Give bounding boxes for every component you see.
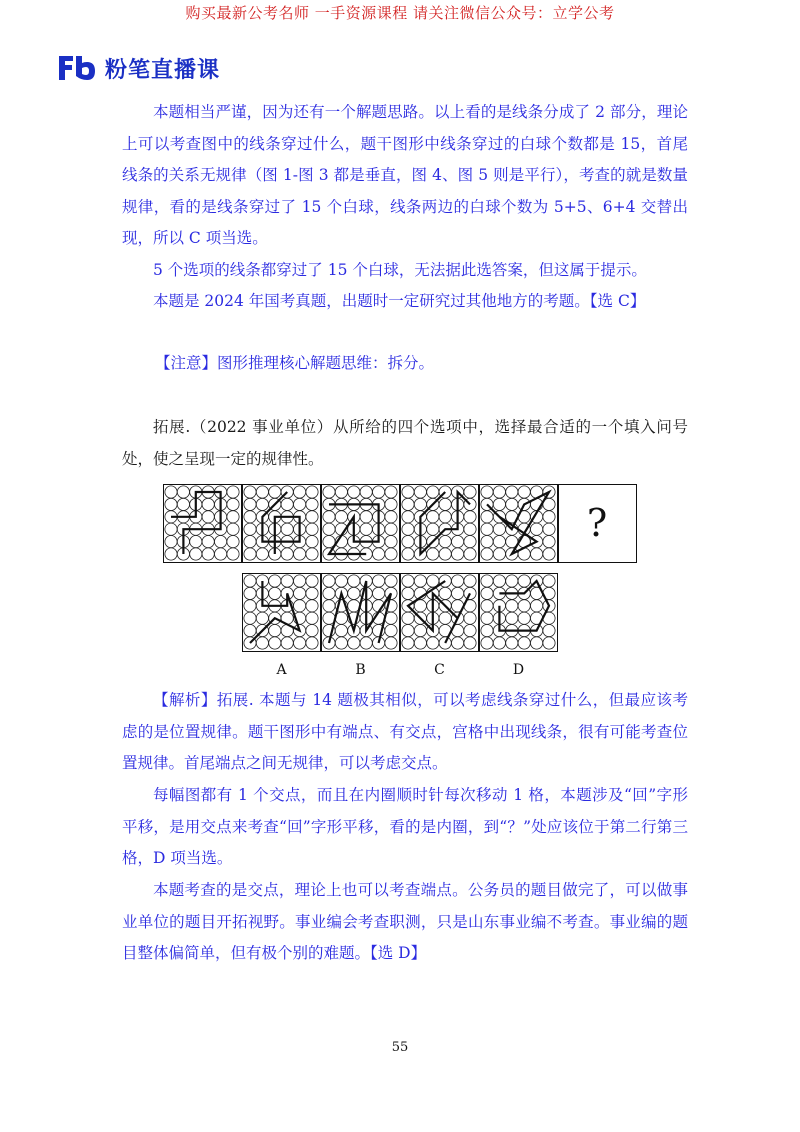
grid-ball [269, 637, 281, 649]
option-label-c: C [434, 662, 445, 678]
grid-ball [281, 498, 293, 510]
grid-ball [402, 486, 414, 498]
grid-ball [452, 575, 464, 587]
grid-ball [202, 548, 214, 560]
grid-ball [244, 498, 256, 510]
grid-ball [439, 587, 451, 599]
grid-ball [306, 575, 318, 587]
stem-cell-4 [400, 484, 479, 563]
grid-ball [464, 523, 476, 535]
grid-ball [506, 486, 518, 498]
grid-ball [481, 625, 493, 637]
grid-ball [244, 486, 256, 498]
grid-ball [323, 486, 335, 498]
brand-logo [57, 53, 220, 83]
paragraph-1: 本题相当严谨，因为还有一个解题思路。以上看的是线条分成了 2 部分，理论上可以考查图中的线条穿过什么，题干图形中线条穿过的白球个数都是 15，首尾线条的关系无规律（图 1-图 3 都是垂直，图 4、图 5 则是平行），考查的就是数量规律，看的是线条穿过了 15 个白球，线条两边的白球个数为 5+5、6+4 交替出现，所以 C 项当选。 [122, 103, 688, 247]
analysis-paragraph-3: 本题考查的是交点，理论上也可以考查端点。公务员的题目做完了，可以做事业单位的题目开拓视野。事业编会考查职测，只是山东事业编不考查。事业编的题目整体偏简单，但有极个别的难题。【选 D】 [122, 881, 688, 962]
grid-ball [531, 523, 543, 535]
grid-ball [244, 625, 256, 637]
grid-ball [360, 511, 372, 523]
grid-ball [427, 548, 439, 560]
grid-ball [481, 523, 493, 535]
grid-ball [335, 486, 347, 498]
top-banner: 购买最新公考名师 一手资源课程 请关注微信公众号：立学公考 [185, 4, 615, 22]
grid-ball [385, 536, 397, 548]
grid-ball [244, 587, 256, 599]
puzzle-figure [163, 484, 638, 680]
grid-ball [202, 511, 214, 523]
grid-ball [464, 612, 476, 624]
grid-ball [323, 575, 335, 587]
grid-ball [506, 600, 518, 612]
grid-ball [269, 575, 281, 587]
grid-ball [414, 498, 426, 510]
stem-cell-1 [163, 484, 242, 563]
grid-ball [373, 575, 385, 587]
grid-ball [518, 637, 530, 649]
grid-ball [244, 523, 256, 535]
grid-ball [306, 486, 318, 498]
grid-ball [543, 625, 555, 637]
grid-ball [244, 548, 256, 560]
option-cell-a[interactable] [242, 573, 321, 652]
grid-ball [402, 498, 414, 510]
grid-ball [543, 575, 555, 587]
grid-ball [385, 575, 397, 587]
grid-ball [269, 486, 281, 498]
grid-ball [256, 548, 268, 560]
grid-ball [414, 625, 426, 637]
grid-ball [385, 548, 397, 560]
grid-ball [439, 511, 451, 523]
grid-ball [348, 587, 360, 599]
grid-ball [493, 498, 505, 510]
stem-cell-question [558, 484, 637, 563]
stem-figure-4 [401, 485, 477, 561]
grid-ball [269, 625, 281, 637]
grid-ball [348, 637, 360, 649]
grid-ball [506, 498, 518, 510]
grid-ball [360, 486, 372, 498]
grid-ball [518, 612, 530, 624]
fenbi-logo-icon [57, 54, 97, 82]
option-cell-d[interactable] [479, 573, 558, 652]
grid-ball [177, 498, 189, 510]
grid-ball [493, 486, 505, 498]
grid-ball [306, 498, 318, 510]
grid-ball [306, 536, 318, 548]
grid-ball [306, 587, 318, 599]
grid-ball [227, 548, 239, 560]
grid-ball [481, 637, 493, 649]
grid-ball [402, 511, 414, 523]
grid-ball [256, 637, 268, 649]
grid-ball [244, 612, 256, 624]
option-figure-a [243, 574, 319, 650]
grid-ball [227, 536, 239, 548]
grid-ball [506, 637, 518, 649]
grid-ball [227, 498, 239, 510]
grid-ball [348, 486, 360, 498]
grid-ball [244, 536, 256, 548]
grid-ball [385, 486, 397, 498]
page-number: 55 [391, 1040, 409, 1055]
grid-ball [190, 548, 202, 560]
grid-ball [281, 575, 293, 587]
option-label-d: D [512, 662, 525, 678]
grid-ball [281, 548, 293, 560]
option-cell-b[interactable] [321, 573, 400, 652]
grid-ball [256, 498, 268, 510]
stem-figure-5 [480, 485, 556, 561]
note-line: 【注意】图形推理核心解题思维：拆分。 [155, 354, 435, 372]
grid-ball [294, 575, 306, 587]
grid-ball [531, 637, 543, 649]
grid-ball [464, 637, 476, 649]
grid-ball [531, 600, 543, 612]
question-text: 拓展.（2022 事业单位）从所给的四个选项中，选择最合适的一个填入问号处，使之呈现一定的规律性。 [122, 418, 688, 468]
grid-ball [202, 536, 214, 548]
grid-ball [414, 486, 426, 498]
grid-ball [360, 637, 372, 649]
grid-ball [294, 486, 306, 498]
grid-ball [348, 575, 360, 587]
grid-ball [493, 523, 505, 535]
grid-ball [165, 536, 177, 548]
grid-ball [506, 575, 518, 587]
grid-ball [427, 523, 439, 535]
option-label-a: A [276, 662, 287, 678]
grid-ball [481, 587, 493, 599]
analysis-paragraph-1: 【解析】拓展. 本题与 14 题极其相似，可以考虑线条穿过什么，但最应该考虑的是位置规律。题干图形中有端点、有交点，宫格中出现线条，很有可能考查位置规律。首尾端点之间无规律，可以考虑交点。 [122, 691, 688, 772]
grid-ball [518, 486, 530, 498]
grid-ball [481, 536, 493, 548]
grid-ball [306, 548, 318, 560]
grid-ball [227, 486, 239, 498]
grid-ball [464, 575, 476, 587]
option-figure-b [322, 574, 398, 650]
grid-ball [165, 486, 177, 498]
grid-ball [215, 548, 227, 560]
grid-ball [481, 511, 493, 523]
grid-ball [177, 486, 189, 498]
grid-ball [385, 523, 397, 535]
grid-ball [493, 575, 505, 587]
paragraph-3: 本题是 2024 年国考真题，出题时一定研究过其他地方的考题。【选 C】 [153, 292, 646, 310]
grid-ball [335, 511, 347, 523]
option-figure-d [480, 574, 556, 650]
grid-ball [439, 548, 451, 560]
grid-ball [335, 637, 347, 649]
grid-ball [281, 523, 293, 535]
grid-ball [373, 548, 385, 560]
grid-ball [306, 625, 318, 637]
grid-ball [427, 637, 439, 649]
question-mark: ? [586, 501, 608, 545]
grid-ball [414, 637, 426, 649]
grid-ball [452, 536, 464, 548]
grid-ball [464, 536, 476, 548]
grid-ball [481, 600, 493, 612]
grid-ball [373, 486, 385, 498]
grid-ball [294, 587, 306, 599]
grid-ball [439, 498, 451, 510]
stem-cell-3 [321, 484, 400, 563]
grid-ball [506, 612, 518, 624]
grid-ball [493, 536, 505, 548]
grid-ball [493, 548, 505, 560]
stem-figure-1 [164, 485, 240, 561]
grid-ball [481, 486, 493, 498]
grid-ball [281, 637, 293, 649]
grid-ball [439, 536, 451, 548]
grid-ball [227, 523, 239, 535]
grid-ball [360, 523, 372, 535]
grid-ball [402, 536, 414, 548]
grid-ball [481, 548, 493, 560]
grid-ball [306, 612, 318, 624]
grid-ball [402, 587, 414, 599]
grid-ball [543, 637, 555, 649]
grid-ball [165, 523, 177, 535]
grid-ball [402, 637, 414, 649]
grid-ball [244, 575, 256, 587]
grid-ball [531, 548, 543, 560]
option-cell-c[interactable] [400, 573, 479, 652]
grid-ball [306, 511, 318, 523]
grid-ball [215, 536, 227, 548]
grid-ball [244, 511, 256, 523]
grid-ball [373, 587, 385, 599]
grid-ball [481, 575, 493, 587]
paragraph-2: 5 个选项的线条都穿过了 15 个白球，无法据此选答案，但这属于提示。 [153, 261, 647, 279]
grid-ball [256, 486, 268, 498]
grid-ball [452, 637, 464, 649]
grid-ball [227, 511, 239, 523]
grid-ball [385, 511, 397, 523]
grid-ball [464, 486, 476, 498]
grid-ball [402, 523, 414, 535]
grid-ball [294, 548, 306, 560]
brand-name: 粉笔直播课 [105, 57, 221, 83]
grid-ball [427, 511, 439, 523]
grid-ball [323, 511, 335, 523]
grid-ball [439, 612, 451, 624]
option-label-b: B [355, 662, 366, 678]
grid-ball [335, 575, 347, 587]
grid-ball [464, 625, 476, 637]
stem-cell-5 [479, 484, 558, 563]
analysis-paragraph-2: 每幅图都有 1 个交点，而且在内圈顺时针每次移动 1 格，本题涉及“回”字形平移，是用交点来考查“回”字形平移，看的是内圈，到“？”处应该位于第二行第三格，D 项当选。 [122, 786, 688, 867]
grid-ball [402, 612, 414, 624]
grid-ball [543, 536, 555, 548]
grid-ball [543, 548, 555, 560]
stem-cell-2 [242, 484, 321, 563]
grid-ball [427, 486, 439, 498]
grid-ball [464, 511, 476, 523]
grid-ball [190, 536, 202, 548]
grid-ball [323, 587, 335, 599]
grid-ball [294, 637, 306, 649]
grid-ball [385, 637, 397, 649]
grid-ball [518, 575, 530, 587]
grid-ball [165, 498, 177, 510]
grid-ball [294, 498, 306, 510]
grid-ball [306, 600, 318, 612]
grid-ball [202, 498, 214, 510]
grid-ball [402, 575, 414, 587]
grid-ball [244, 600, 256, 612]
grid-ball [402, 625, 414, 637]
grid-ball [256, 612, 268, 624]
grid-ball [385, 625, 397, 637]
grid-ball [543, 523, 555, 535]
grid-ball [493, 637, 505, 649]
grid-ball [385, 498, 397, 510]
grid-ball [165, 548, 177, 560]
grid-ball [543, 511, 555, 523]
grid-ball [439, 575, 451, 587]
grid-ball [464, 548, 476, 560]
grid-ball [452, 587, 464, 599]
stem-figure-3 [322, 485, 398, 561]
grid-ball [306, 637, 318, 649]
grid-ball [481, 612, 493, 624]
grid-ball [323, 523, 335, 535]
grid-ball [269, 587, 281, 599]
grid-ball [294, 600, 306, 612]
grid-ball [323, 600, 335, 612]
grid-ball [402, 548, 414, 560]
stem-figure-2 [243, 485, 319, 561]
grid-ball [414, 575, 426, 587]
grid-ball [306, 523, 318, 535]
grid-ball [518, 600, 530, 612]
grid-ball [452, 548, 464, 560]
grid-ball [335, 625, 347, 637]
option-figure-c [401, 574, 477, 650]
